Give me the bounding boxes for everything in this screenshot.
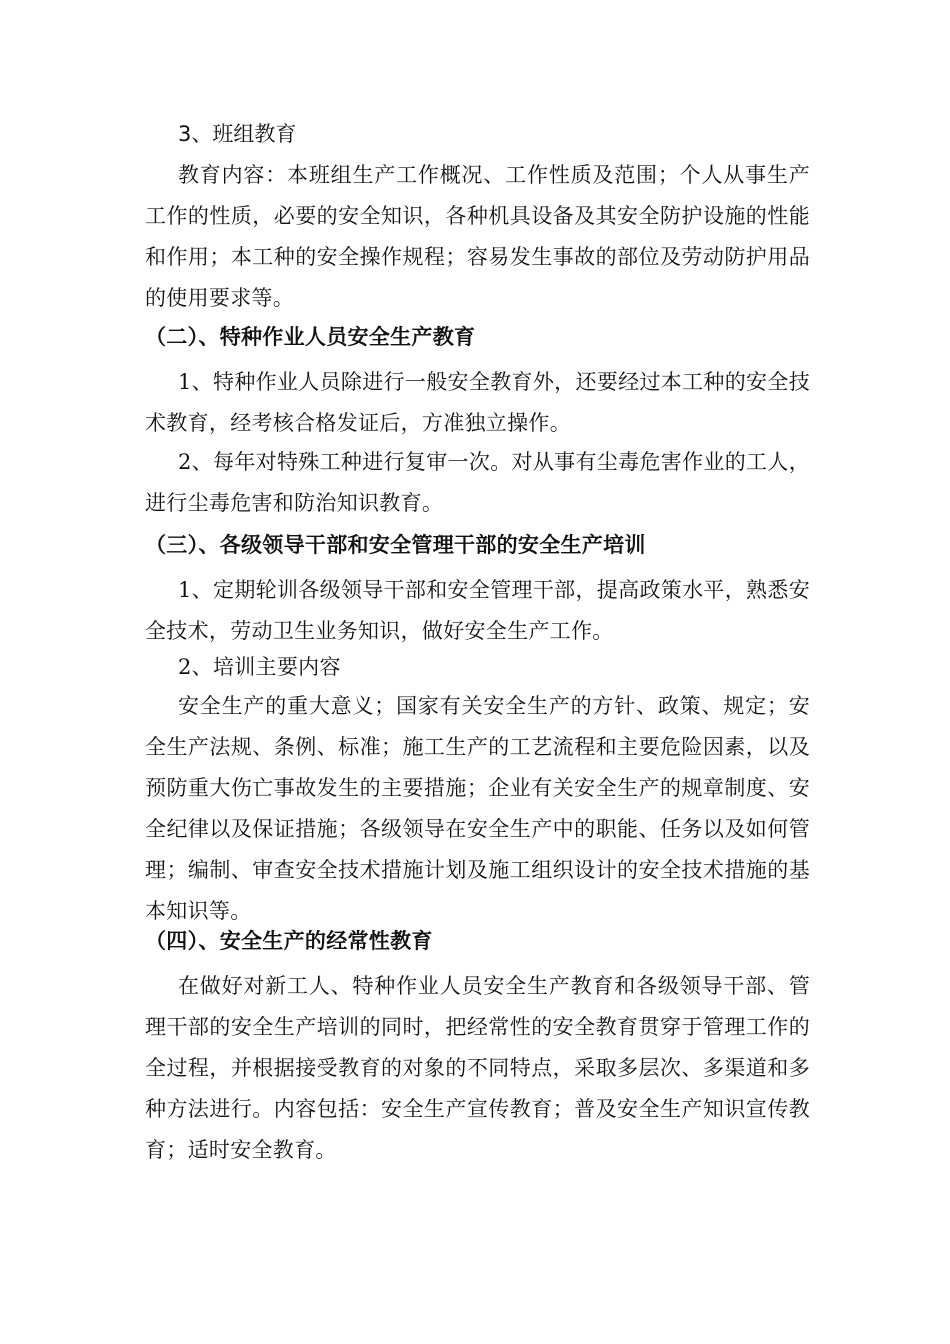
heading-leaders-training: （三）、各级领导干部和安全管理干部的安全生产培训	[145, 533, 646, 557]
paragraph-special-ops-item2: 2、每年对特殊工种进行复审一次。对从事有尘毒危害作业的工人，进行尘毒危害和防治知识教育。	[145, 450, 810, 515]
heading-special-operations: （二）、特种作业人员安全生产教育	[145, 325, 476, 349]
section-title-class-education: 3、班组教育	[178, 122, 297, 146]
heading-regular-education: （四）、安全生产的经常性教育	[145, 929, 433, 953]
paragraph-leaders-item2: 2、培训主要内容	[178, 655, 341, 679]
paragraph-leaders-item2-body: 安全生产的重大意义；国家有关安全生产的方针、政策、规定；安全生产法规、条例、标准；施工生产的工艺流程和主要危险因素，以及预防重大伤亡事故发生的主要措施；企业有关安全生产的规章制度、安全纪律以及保证措施；各级领导在安全生产中的职能、任务以及如何管理；编制、审查安全技术措施计划及施工组织设计的安全技术措施的基本知识等。	[145, 694, 810, 923]
paragraph-class-education: 教育内容：本班组生产工作概况、工作性质及范围；个人从事生产工作的性质，必要的安全知识，各种机具设备及其安全防护设施的性能和作用；本工种的安全操作规程；容易发生事故的部位及劳动防护用品的使用要求等。	[145, 163, 810, 310]
paragraph-regular-education: 在做好对新工人、特种作业人员安全生产教育和各级领导干部、管理干部的安全生产培训的同时，把经常性的安全教育贯穿于管理工作的全过程，并根据接受教育的对象的不同特点，采取多层次、多渠道和多种方法进行。内容包括：安全生产宣传教育；普及安全生产知识宣传教育；适时安全教育。	[145, 974, 810, 1162]
paragraph-special-ops-item1: 1、特种作业人员除进行一般安全教育外，还要经过本工种的安全技术教育，经考核合格发证后，方准独立操作。	[145, 370, 810, 435]
paragraph-leaders-item1: 1、定期轮训各级领导干部和安全管理干部，提高政策水平，熟悉安全技术，劳动卫生业务知识，做好安全生产工作。	[145, 578, 810, 643]
